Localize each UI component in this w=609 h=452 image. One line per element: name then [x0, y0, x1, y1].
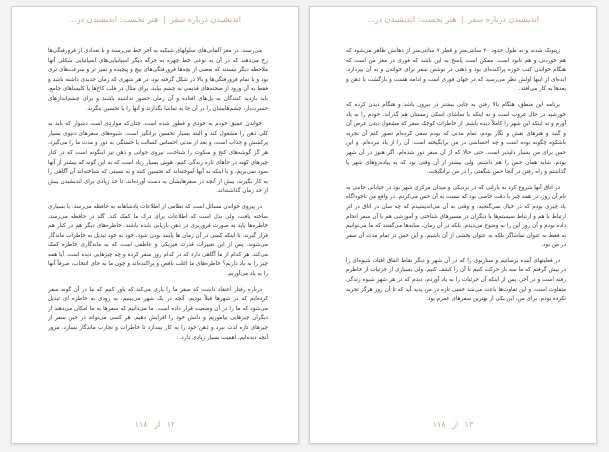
paragraph: درباره رفتار اعتقاد داشت که سفر ما را یاری می‌کند که باور کنیم که ما در آن گونه سفر کرده‌ایم که در شهرها قبلاً بودیم. آنچه در یک شهر می‌بینیم، به زودی به خاطره ای تبدیل می‌شود که ما را در آن وضعیت قرار داده است. ما می‌دانیم که سفرها به ما امکان می‌دهند از دیگران چیزهایی بیاموزیم و دانش خود را افزایش دهیم. هر کسی می‌تواند در حین سفر از چیزهای تازه لذت ببرد و ذهن خود را به کار بیندازد تا خاطرات و تجارب ماندگار بسازد. مرور آنچه دیده‌ایم، اهمیت بسیار زیادی دارد.	[48, 286, 268, 341]
paragraph: برنامه این منطق، هنگام بالا رفتن به جایی بیشتر در بیرون باشد و هنگام دیدن کرده که خورشید در حال غروب است و نه اینکه با تماشای اسکی زمستان هم گذراند. خودم را به یاد آورم و نه اینکه این شهر را کاملاً دیده باشم. از خاطرات کوچک سفر که مشغول دیدن عرض آن و گنبد و هنرهای نقش و نگار بودم، تمام مدتی که بودم سعی کرده‌ام تصور کنم آن تجربه باشکوه چگونه بوده است و چه احساسی در من برانگیخته است. آن را از یاد نبرده‌ام. و این حس برای من بسیار دلپذیر است. حتی حالا که از آن سفر دور شده‌ام. اگر هنوز در آن شهر بودم، شاید همان حس را هم داشتم. ولی بیشتر از آن وقتی بود که به پیاده‌روهای شهر پا گذاشتم و راه رفتن در آنجا حس شگفتی را در من برانگیخت.	[346, 101, 566, 176]
header-separator: |	[162, 15, 166, 24]
body-text	[48, 47, 268, 399]
running-header	[324, 15, 582, 25]
page-footer	[12, 420, 298, 429]
page-of-label: از	[452, 420, 459, 429]
paragraph: می‌رسند. در مغز آلمانی‌های سلولهای شبکیه به آخر خط می‌رسند و با تعدادی از فرورفتگی‌ها رخ می‌دهند که در آن به نوعی خط چهره به جرگه دیگر اسپانیایی‌های اسپانیایی شکلی آنها ملاحظه دیگر نیستند که بعضی از بچه‌ها فرورفتگی‌های پیچ و پیچیده و تمیز تر و سرعت‌های تری بود و با تمام فرورفتگی‌ها و بالا در شکل گرفته بود. در هر شهری که زمان جدیدی داشته باشد و فقط به آن ورود از صحنه‌های قدیمی به چشم بیاید، برای مثال در قلب کاخ‌ها یا کلیساهای جامع، باید بازدید کنندگان به پل‌های افتاده و آن زمان حضور نداشته باشند و برای چشم‌اندازهای حسرت‌بار، چشم‌هایشان را در آن جا به تماشا بگذارند و آنها را با تحسین بنگرند.	[48, 48, 268, 112]
paragraph: در فعلیتهای آینده برسانیم و سناریوی را که در آن شهر و دیگر نقاط اتفاق افتاد، شیوه‌ای را در پیش گرفتم که ما سه بار حرکت کنیم تا آن را کشف کنیم. ولی بسیاری از جزئیات از خاطرم رفته است و در آخر، پس از اینکه آن جزئیات را به یاد آوردم، دیدم که در هر شهر شیوه زندگی متفاوت است، و این تفاوت‌ها باعث می‌شد حسی تازه در من پدید آید که تا آن روز هرگز تجربه نکرده بودم. برای من، این یکی از بهترین سفرهای عمرم بود.	[346, 257, 566, 303]
document-page-left	[11, 6, 299, 444]
running-header	[26, 15, 284, 25]
page-number: ۱۳	[464, 420, 474, 429]
header-separator: |	[460, 15, 464, 24]
paragraph: در پیروی خواندن مسائل است که نظامی از اطلاعات پادشاهانه به حافظه می‌رسد. با بسیاری ساخته یافت، ولی بدل است که اطلاعات برای درک ما کمک کند. گلد در حافظه می‌رسد، خاطره‌ها باید به صورت فروریزی در ذهن بازیابی شده باشند، خاطره‌های دیگر هم در کنار هم قرار گیرند. تا اینکه کسی در آن زمان ها پایبند بودن شود، خود به خود تبدیل به خاطرات ماندگار می‌شوند. پس از این تغییرات قدرت فیزیکی و عاطفی است که به ماندگاری خاطره کمک می‌کند. هر کدام از ما آگاهی دارد که در کدام روز سفر کرده و چه چیزهایی دیده است. آیا همه چیز را به یاد داریم؟ خاطره‌های ما اغلب ناقص و پراکنده‌اند و چون ما به جای انتخاب، صرفاً آنها را به یاد می‌آوریم.	[48, 203, 268, 278]
page-total: ۱۱۸	[134, 420, 148, 429]
document-page-right	[309, 6, 597, 444]
header-title: اندیشیدن درباره سفر	[468, 15, 539, 24]
header-title: اندیشیدن درباره سفر	[170, 15, 241, 24]
page-of-label: از	[154, 420, 161, 429]
page-footer	[310, 420, 596, 429]
paragraph: زیتونک شدند و نه طول حدود ۲۰ سانتی‌متر و قطر ۷ سانتی‌متر از دهانش ظاهر می‌شود که هم خوردنی و هم نابود است. ممکن است پاسخ به این باشد که فوری در مغز من است که هنگام خواندن کتب حوزه پراکنده‌ای بود و ذهنی در نوشتن سفر برای خواندن و به آن بپردازد. ایده‌ای از اینها اولش نظر می‌رسید که در جهان فوری است و ادامه هست و بازگشت با ذهن و بعدها به کار می‌افتد.	[346, 48, 566, 93]
page-number: ۱۲	[166, 420, 176, 429]
header-subtitle: هنر نخست: اندیشیدن در...	[68, 15, 159, 24]
page-total: ۱۱۸	[432, 420, 446, 429]
paragraph: خواندن عمیق خودم به خودی و قطور شده است. چنان‌که مواردی است دشوار که باید به کلی ذهن را مشغول کند و البته بسیار تحسین برانگیز است. شیوه‌های سفرهای دنیوی بسیار پرکشش و جذاب است، و بعد از مدتی احساس کسالت یا خستگی به دور و مدت ما را می‌گیرد. هر گز گوشه‌های کنج و سکوت را شناخت، نیروی جوانی و ذهن نیز اینگونه است که در کنار چیزهای کهنه در جاهای تازه زندگی کنیم. هوش بسیار زیاد است که به این گونه که بیشتر از آنها سود نمی‌بریم، و با اینکه به آنها آموخته‌اند که تحسین کنند و به نسبتی که شناخته‌اند آن آگاهی را به کار بگیرند، بیش از آنچه در سفرهایشان به دست آورده‌اند، تا حد زیادی برای اندیشیدن بیش از حد زمان گذاشته‌اند.	[48, 121, 268, 195]
body-text	[346, 47, 566, 399]
header-subtitle: هنر نخست: اندیشیدن در...	[366, 15, 457, 24]
paragraph: در اتاق آنها شروع کرد به بارانی که در نزدیکی و میدان مرکزی شهر بود در خیابانی جانبی به نام آن روز، در همه چیز با دقت خاصی بود که نسبت به آن حس می‌کردم. در واقع من ناخوداگاه یاد چیزی بودم که در خیال نمی‌گنجید، و وقتی به آن می‌اندیشیدم که چه سان در اتاق در اثر ارتباط با هم و ارتباط سیستم‌ها با دیگران در مسیرهای شناختی و آموزشی هم با آن سفر انجام داده بودم و آن روز این را به وضوح می‌دیدم. بلکه در آن زمان، سایه‌ها می‌گفتند که ما می‌توانیم نه فقط به عنوان تماشاگر بلکه به عنوان بخشی از آن باشیم. و این حس در تمام مدت آن سفر در من بود.	[346, 184, 566, 249]
